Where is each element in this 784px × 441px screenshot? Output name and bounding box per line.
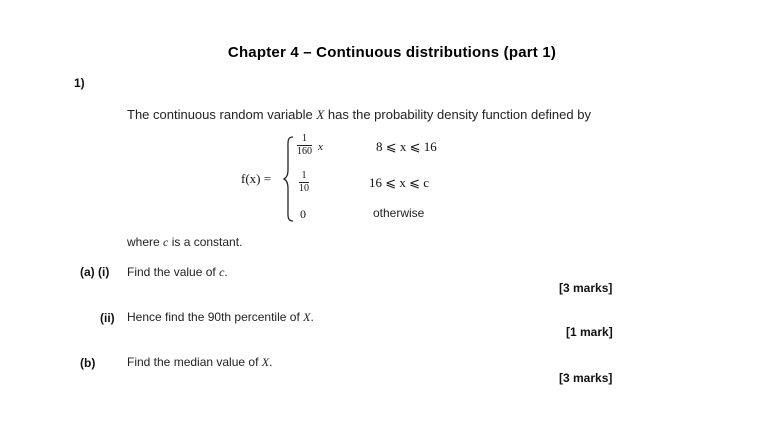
intro-text-after: has the probability density function defined by: [324, 107, 591, 122]
part-a-ii-label: (ii): [100, 311, 115, 325]
pdf-piece-3-expr: 0: [300, 207, 306, 221]
part-b-var: X: [261, 355, 270, 369]
where-var: c: [163, 235, 169, 249]
part-a-ii-text-before: Hence find the 90th percentile of: [127, 310, 304, 324]
where-before: where: [127, 235, 164, 249]
part-a-i-label: (a) (i): [80, 265, 110, 279]
part-b-marks: [3 marks]: [559, 371, 613, 385]
part-a-ii-marks: [1 mark]: [566, 325, 613, 339]
question-number: 1): [74, 76, 85, 90]
pdf-piece-1-num: 1: [302, 133, 307, 144]
part-b-label: (b): [80, 356, 96, 370]
part-a-i-text-before: Find the value of: [127, 265, 220, 279]
intro-text: [127, 107, 591, 123]
part-b-text-before: Find the median value of: [127, 355, 262, 369]
pdf-piece-3-condition: otherwise: [373, 206, 425, 220]
intro-var: X: [316, 107, 325, 122]
part-a-i-text-after: .: [224, 265, 228, 279]
pdf-piece-2-den: 10: [299, 183, 309, 194]
where-after: is a constant.: [168, 235, 243, 249]
part-a-ii-text-after: .: [310, 310, 314, 324]
pdf-piece-2-num: 1: [301, 170, 307, 181]
intro-text-before: The continuous random variable: [127, 107, 317, 122]
part-b-text-after: .: [269, 355, 273, 369]
left-brace-icon: [283, 136, 295, 222]
part-a-i-var: c: [219, 265, 225, 279]
pdf-piece-1-var: x: [318, 141, 323, 153]
part-a-ii-text: [127, 310, 314, 325]
pdf-piece-2-fraction: [299, 171, 309, 194]
part-a-i-text: [127, 265, 228, 280]
pdf-piece-1-den: 160: [297, 146, 312, 157]
pdf-lhs: f(x) =: [241, 171, 272, 186]
where-text: [127, 235, 242, 250]
part-a-i-marks: [3 marks]: [559, 281, 613, 295]
page-title: Chapter 4 – Continuous distributions (part 1): [227, 44, 557, 61]
part-a-ii-var: X: [303, 310, 311, 324]
pdf-piece-1-fraction: [297, 134, 312, 157]
pdf-piece-2-condition: 16 ⩽ x ⩽ c: [369, 175, 430, 190]
part-b-text: [127, 355, 272, 370]
pdf-piece-1-condition: 8 ⩽ x ⩽ 16: [376, 139, 437, 154]
